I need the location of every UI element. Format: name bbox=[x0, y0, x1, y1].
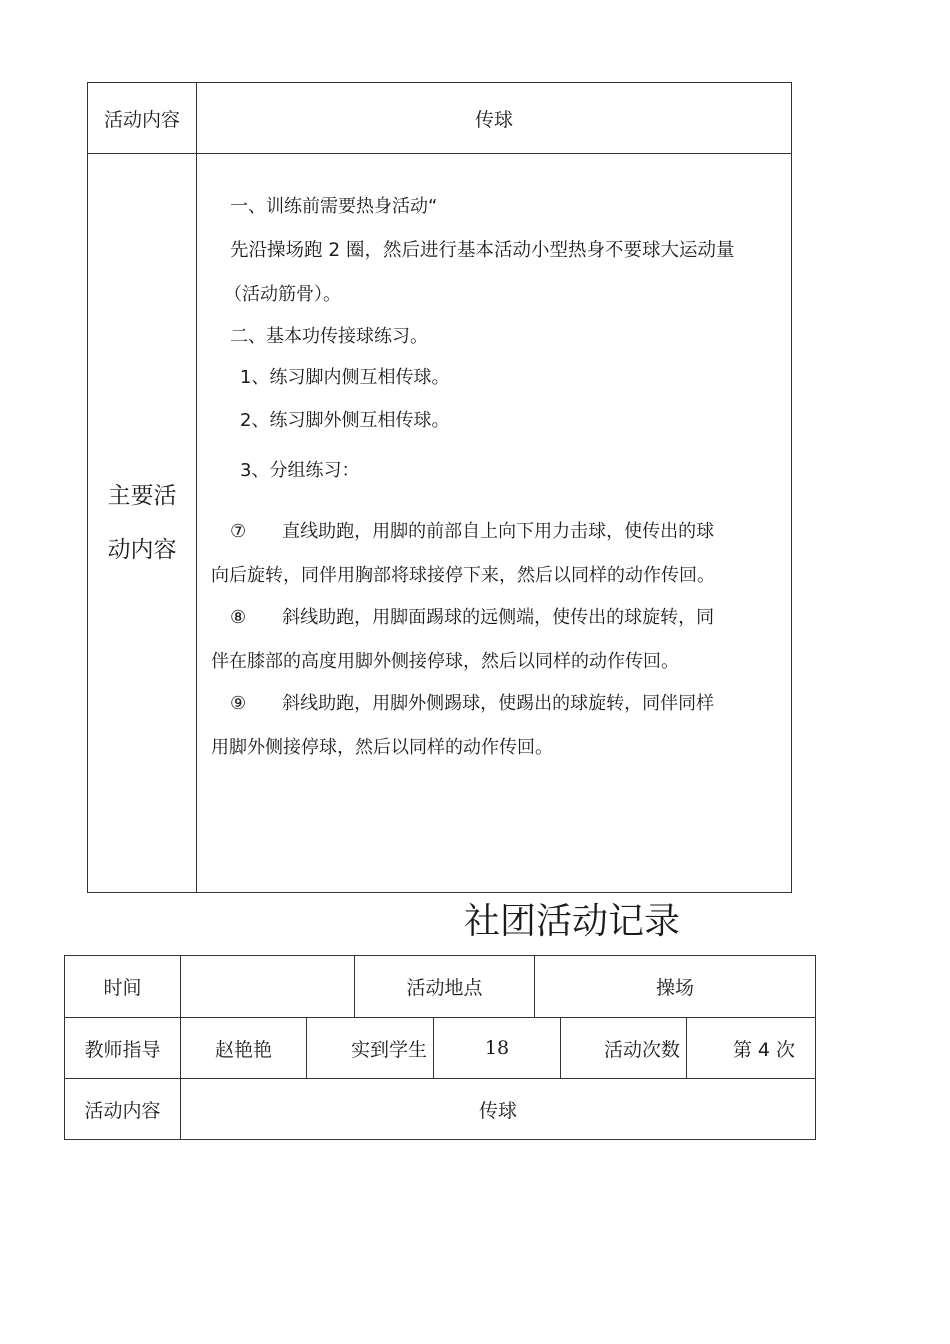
page-title: 社团活动记录 bbox=[464, 901, 681, 942]
content-line-6: 2、练习脚外侧互相传球。 bbox=[240, 410, 450, 431]
table1-content-value-text: 传球 bbox=[474, 108, 513, 131]
content-line-5: 1、练习脚内侧互相传球。 bbox=[240, 367, 450, 388]
content-value bbox=[181, 1079, 815, 1139]
count-value-text: 第 4 次 bbox=[732, 1038, 795, 1061]
count-value bbox=[687, 1018, 815, 1078]
students-label bbox=[307, 1018, 433, 1078]
place-value bbox=[535, 956, 815, 1017]
table1-main-label bbox=[88, 154, 196, 892]
students-label-text: 实到学生 bbox=[350, 1038, 427, 1061]
count-label-text: 活动次数 bbox=[603, 1038, 680, 1061]
content-label bbox=[65, 1079, 180, 1139]
time-value bbox=[181, 956, 354, 1017]
content-line-10: ⑧ 斜线助跑，用脚面踢球的远侧端，使传出的球旋转，同 bbox=[230, 607, 715, 628]
content-value-text: 传球 bbox=[478, 1099, 517, 1122]
content-line-12: ⑨ 斜线助跑，用脚外侧踢球，使踢出的球旋转，同伴同样 bbox=[230, 693, 715, 714]
table1-content-label bbox=[88, 83, 196, 153]
teacher-value-text: 赵艳艳 bbox=[214, 1038, 272, 1061]
content-line-2: 先沿操场跑 2 圈，然后进行基本活动小型热身不要球大运动量 bbox=[230, 240, 735, 261]
table1-main-label-line1: 主要活 bbox=[107, 483, 177, 509]
teacher-value bbox=[181, 1018, 306, 1078]
content-line-13: 用脚外侧接停球，然后以同样的动作传回。 bbox=[211, 737, 553, 758]
content-line-11: 伴在膝部的高度用脚外侧接停球，然后以同样的动作传回。 bbox=[211, 651, 679, 672]
time-label-text: 时间 bbox=[103, 977, 142, 999]
content-label-text: 活动内容 bbox=[84, 1099, 161, 1122]
time-label bbox=[65, 956, 180, 1017]
count-label bbox=[561, 1018, 686, 1078]
table1-content-value bbox=[197, 83, 791, 153]
content-line-8: ⑦ 直线助跑，用脚的前部自上向下用力击球，使传出的球 bbox=[230, 521, 715, 542]
content-line-4: 二、基本功传接球练习。 bbox=[230, 326, 428, 347]
content-line-7: 3、分组练习： bbox=[240, 460, 360, 481]
content-line-3: （活动筋骨）。 bbox=[224, 284, 341, 305]
place-label-text: 活动地点 bbox=[406, 977, 483, 999]
content-line-1: 一、训练前需要热身活动“ bbox=[230, 196, 438, 217]
place-label bbox=[355, 956, 534, 1017]
place-value-text: 操场 bbox=[655, 977, 694, 999]
students-value bbox=[434, 1018, 560, 1078]
table1-content-label-text: 活动内容 bbox=[103, 108, 180, 131]
teacher-label bbox=[65, 1018, 180, 1078]
teacher-label-text: 教师指导 bbox=[84, 1038, 161, 1061]
students-value-text: 18 bbox=[484, 1037, 510, 1059]
content-line-9: 向后旋转，同伴用胸部将球接停下来，然后以同样的动作传回。 bbox=[211, 565, 715, 586]
table1-col-divider bbox=[196, 82, 197, 893]
table1-main-label-line2: 动内容 bbox=[107, 537, 177, 563]
